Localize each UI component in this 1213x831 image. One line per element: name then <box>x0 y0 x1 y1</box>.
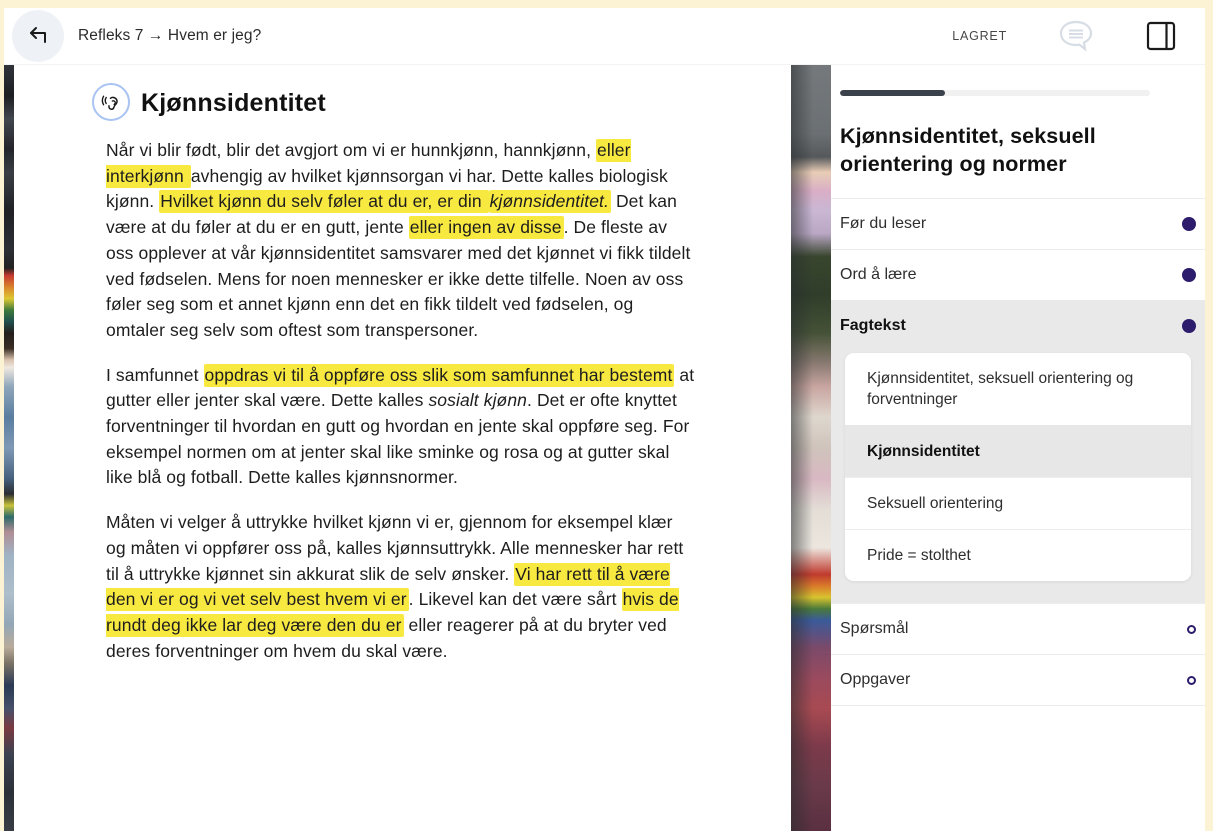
progress-bar <box>840 90 1150 96</box>
text-segment: . De fleste av oss opplever at vår kjønnsidentitet samsvarer med det kjønnet vi fikk tildelt ved fødselen. Mens for noen mennesker er ikke dette tilfelle. Noen av oss føler seg som et annet kjønn enn det en fikk tildelt ved fødselen, og omtaler seg selv som oftest som transpersoner. <box>106 217 691 340</box>
status-dot-filled <box>1182 217 1196 231</box>
ear-listen-icon <box>100 91 122 113</box>
section-label: Ord å lære <box>840 266 917 283</box>
article-title: Kjønnsidentitet <box>141 89 326 117</box>
article-pane <box>14 65 791 831</box>
back-button[interactable] <box>12 10 64 62</box>
fagtekst-subsection <box>831 351 1205 603</box>
subsection-item[interactable]: Seksuell orientering <box>845 477 1191 529</box>
side-panel-icon <box>1145 20 1177 52</box>
text-segment: I samfunnet <box>106 364 204 385</box>
text-segment: eller reagerer på at du bryter ved deres forventninger om hvem du skal være. <box>106 614 667 661</box>
highlighted-text: hvis de rundt deg ikke lar deg være den du er <box>106 589 679 635</box>
text-segment: sosialt kjønn <box>428 390 528 411</box>
article-body <box>106 138 696 664</box>
topbar <box>4 8 1205 65</box>
sidebar-empty-area <box>831 705 1205 831</box>
section-label: Spørsmål <box>840 620 909 637</box>
status-dot-filled <box>1182 268 1196 282</box>
app-window <box>4 8 1205 831</box>
highlighted-text: eller ingen av disse <box>409 217 562 238</box>
subsection-item[interactable]: Pride = stolthet <box>845 529 1191 581</box>
subsection-card <box>845 353 1191 581</box>
content-row <box>4 65 1205 831</box>
section-label: Før du leser <box>840 215 927 232</box>
section-item-sporsmal[interactable] <box>831 603 1205 654</box>
background-photo-strip-middle <box>791 65 831 831</box>
section-item-ord-a-laere[interactable] <box>831 249 1205 300</box>
panel-toggle-button[interactable] <box>1145 20 1177 52</box>
speech-bubble-icon <box>1057 18 1095 54</box>
breadcrumb: Refleks 7 → Hvem er jeg? <box>78 27 262 44</box>
background-photo-strip-left <box>4 65 14 831</box>
listen-button[interactable] <box>92 83 130 121</box>
chapter-title: Kjønnsidentitet, seksuell orientering og normer <box>840 124 1096 176</box>
section-label: Oppgaver <box>840 671 911 688</box>
highlighted-text: kjønnsidentitet. <box>489 191 609 212</box>
article-paragraph <box>106 138 696 344</box>
highlighted-text: Hvilket kjønn du selv føler at du er, er din <box>160 191 487 212</box>
highlighted-text: eller interkjønn <box>106 140 631 186</box>
comments-button[interactable] <box>1057 18 1095 54</box>
section-item-fagtekst[interactable] <box>831 300 1205 351</box>
text-segment: Når vi blir født, blir det avgjort om vi er hunnkjønn, hannkjønn, <box>106 140 596 160</box>
text-segment: Det kan være at du føler at du er en gutt, jente <box>106 191 677 238</box>
highlighted-text: oppdras vi til å oppføre oss slik som samfunnet har bestemt <box>204 364 673 385</box>
section-list <box>831 198 1205 705</box>
progress-bar-fill <box>840 90 945 96</box>
section-item-oppgaver[interactable] <box>831 654 1205 705</box>
text-segment: Måten vi velger å uttrykke hvilket kjønn vi er, gjennom for eksempel klær og måten vi oppfører oss på, kalles kjønnsuttrykk. Alle mennesker har rett til å uttrykke kjønnet sin akkurat slik de selv ønsker. <box>106 512 684 584</box>
saved-status: LAGRET <box>952 29 1007 43</box>
status-dot-open <box>1187 676 1196 685</box>
topbar-actions <box>952 18 1177 54</box>
text-segment: avhengig av hvilket kjønnsorgan vi har. Dette kalles biologisk kjønn. <box>106 165 668 212</box>
subsection-item[interactable]: Kjønnsidentitet, seksuell orientering og forventninger <box>845 353 1191 425</box>
status-dot-filled <box>1182 319 1196 333</box>
article-paragraph <box>106 510 696 664</box>
highlighted-text: Vi har rett til å være den vi er og vi vet selv best hvem vi er <box>106 563 670 610</box>
chapter-nav-sidebar <box>831 65 1205 831</box>
status-dot-open <box>1187 625 1196 634</box>
text-segment: . Likevel kan det være sårt <box>408 589 622 610</box>
subsection-item-current[interactable]: Kjønnsidentitet <box>845 425 1191 477</box>
article-paragraph <box>106 363 696 492</box>
section-item-for-du-leser[interactable] <box>831 198 1205 249</box>
text-segment: at gutter eller jenter skal være. Dette kalles <box>106 364 695 411</box>
text-segment: . Det er ofte knyttet forventninger til hvordan en gutt og hvordan en jente skal oppføre seg. For eksempel normen om at jenter skal like sminke og rosa og at gutter skal like blå og fotball. Dette kalles kjønnsnormer. <box>106 390 690 488</box>
section-label: Fagtekst <box>840 317 906 334</box>
article-heading-row <box>141 89 701 118</box>
back-arrow-icon <box>25 23 51 49</box>
